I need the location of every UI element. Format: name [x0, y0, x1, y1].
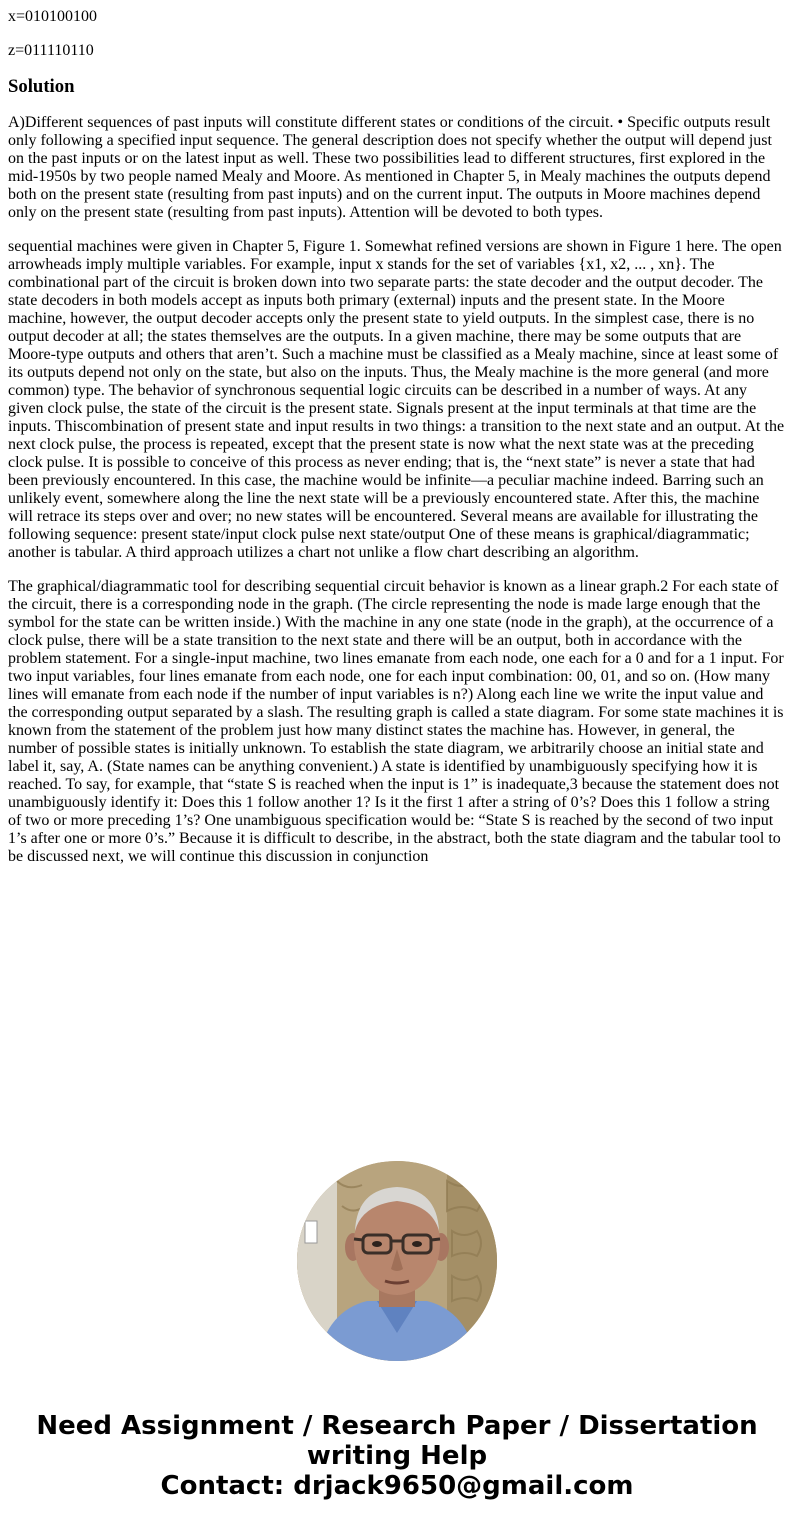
x-sequence: x=010100100: [8, 8, 98, 25]
solution-paragraph-1: A)Different sequences of past inputs will constitute different states or conditions of the circuit. • Specific outputs result only following a specified input sequence. The general description does not specify whether the output will depend just on the past inputs or on the latest input as well. These two possibilities lead to different structures, first explored in the mid-1950s by two people named Mealy and Moore. As mentioned in Chapter 5, in Mealy machines the outputs depend both on the present state (resulting from past inputs) and on the current input. The outputs in Moore machines depend only on the present state (resulting from past inputs). Attention will be devoted to both types.: [8, 114, 772, 221]
solution-heading: Solution: [8, 76, 75, 97]
solution-paragraph-3: The graphical/diagrammatic tool for describing sequential circuit behavior is known as a linear graph.2 For each state of the circuit, there is a corresponding node in the graph. (The circle representing the node is made large enough that the symbol for the state can be written inside.) With the machine in any one state (node in the graph), at the occurrence of a clock pulse, there will be a state transition to the next state and there will be an output, both in accordance with the problem statement. For a single-input machine, two lines emanate from each node, one each for a 0 and for a 1 input. For two input variables, four lines emanate from each node, one for each input combination: 00, 01, and so on. (How many lines will emanate from each node if the number of input variables is n?) Along each line we write the input value and the corresponding output separated by a slash. The resulting graph is called a state diagram. For some state machines it is known from the statement of the problem just how many distinct states the machine has. However, in general, the number of possible states is initially unknown. To establish the state diagram, we arbitrarily choose an initial state and label it, say, A. (State names can be anything convenient.) A state is identified by unambiguously specifying how it is reached. To say, for example, that “state S is reached when the input is 1” is inadequate,3 because the statement does not unambiguously identify it: Does this 1 follow another 1? Is it the first 1 after a string of 0’s? Does this 1 follow a string of two or more preceding 1’s? One unambiguous specification would be: “State S is reached by the second of two input 1’s after one or more 0’s.” Because it is difficult to describe, in the abstract, both the state diagram and the tabular tool to be discussed next, we will continue this discussion in conjunction: [8, 578, 784, 865]
document-body: [0, 8, 794, 866]
author-avatar: [297, 1161, 497, 1361]
promo-line-2: writing Help: [306, 1441, 488, 1471]
solution-paragraph-2: sequential machines were given in Chapter 5, Figure 1. Somewhat refined versions are shown in Figure 1 here. The open arrowheads imply multiple variables. For example, input x stands for the set of variables {x1, x2, ... , xn}. The combinational part of the circuit is broken down into two separate parts: the state decoder and the output decoder. The state decoders in both models accept as inputs both primary (external) inputs and the present state. In the Moore machine, however, the output decoder accepts only the present state to yield outputs. In the simplest case, there is no output decoder at all; the states themselves are the outputs. In a given machine, there may be some outputs that are Moore-type outputs and others that aren’t. Such a machine must be classified as a Mealy machine, since at least some of its outputs depend not only on the state, but also on the inputs. Thus, the Mealy machine is the more general (and more common) type. The behavior of synchronous sequential logic circuits can be described in a number of ways. At any given clock pulse, the state of the circuit is the present state. Signals present at the input terminals at that time are the inputs. Thiscombination of present state and input results in two things: a transition to the next state and an output. At the next clock pulse, the process is repeated, except that the present state is now what the next state was at the preceding clock pulse. It is possible to conceive of this process as never ending; that is, the “next state” is never a state that had been previously encountered. In this case, the machine would be infinite—a peculiar machine indeed. Barring such an unlikely event, somewhere along the line the next state will be a previously encountered state. After this, the machine will retrace its steps over and over; no new states will be encountered. Several means are available for illustrating the following sequence: present state/input clock pulse next state/output One of these means is graphical/diagrammatic; another is tabular. A third approach utilizes a chart not unlike a flow chart describing an algorithm.: [8, 238, 785, 561]
promo-line-1: Need Assignment / Research Paper / Dissertation: [36, 1411, 758, 1441]
promo-banner: [0, 1411, 794, 1501]
z-sequence: z=011110110: [8, 42, 94, 59]
promo-contact[interactable]: Contact: drjack9650@gmail.com: [160, 1471, 634, 1501]
author-portrait-icon: [297, 1161, 497, 1361]
